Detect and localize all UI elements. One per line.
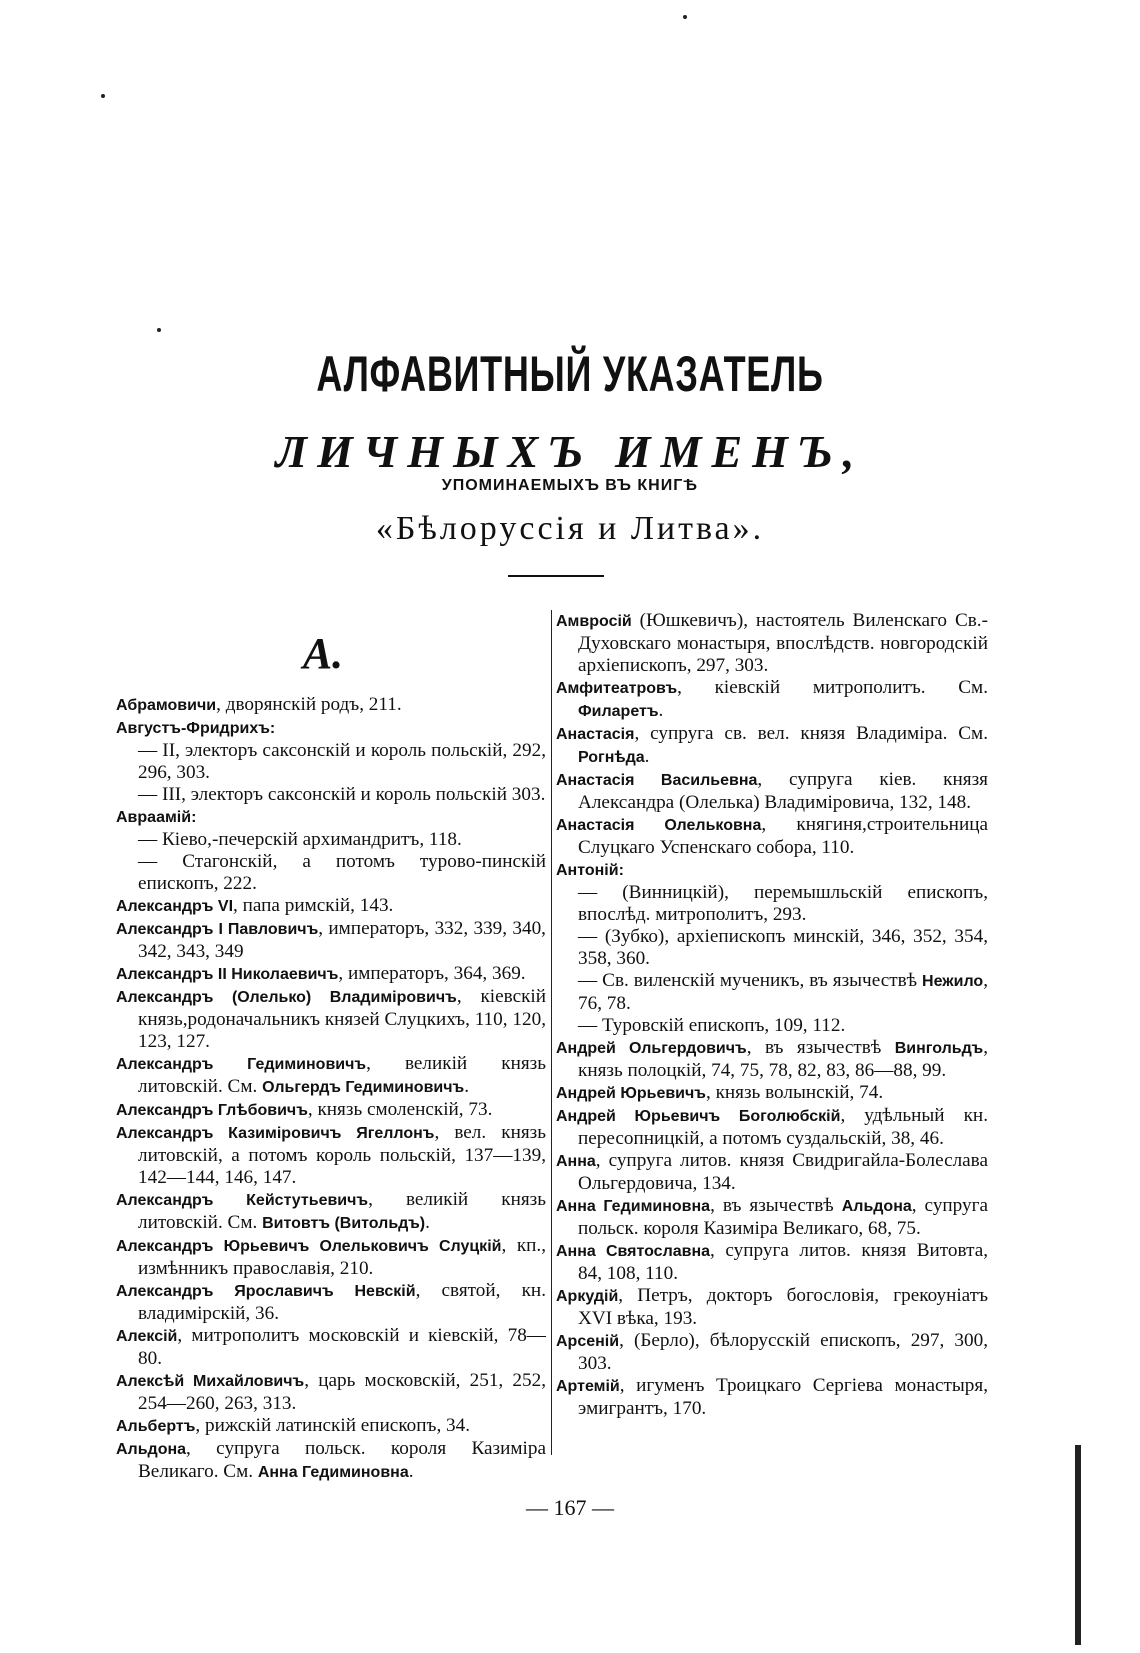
entry-text: , княгиня,строительница Слуцкаго Успенскаго собора, 110.	[578, 814, 988, 858]
entry-subtext: — Туровскій епископъ, 109, 112.	[578, 1015, 846, 1036]
entry-headword: Анастасія Олельковна	[556, 817, 762, 834]
entry-headword: Александръ Гедиминовичъ	[116, 1056, 367, 1073]
index-entry	[556, 1150, 988, 1195]
entry-headword: Альдона	[116, 1441, 187, 1458]
column-divider	[551, 610, 552, 1455]
index-entry	[556, 1082, 988, 1105]
index-entry	[116, 918, 546, 963]
entry-headword: Александръ II Николаевичъ	[116, 966, 339, 983]
index-entry	[116, 1122, 546, 1189]
entry-text: (Юшкевичъ), настоятель Виленскаго Св.-Духовскаго монастыря, впослѣдств. новгородскій архіепископъ, 297, 303.	[578, 610, 988, 676]
entry-crossref: Анна Гедиминовна	[257, 1464, 409, 1481]
entry-subtext: — III, электоръ саксонскій и король польскій 303.	[138, 784, 546, 805]
entry-crossref: Нежило	[922, 973, 984, 990]
entry-headword: Авраамій:	[116, 809, 197, 826]
index-entry	[116, 1053, 546, 1099]
entry-text: , кіевскій князь,родоначальникъ князей Слуцкихъ, 110, 120, 123, 127.	[138, 986, 547, 1052]
entry-crossref: Филаретъ	[578, 703, 659, 720]
section-letter: А.	[302, 629, 344, 678]
page-subtitle: ЛИЧНЫХЪ ИМЕНЪ,	[275, 426, 865, 477]
page-title: АЛФАВИТНЫЙ УКАЗАТЕЛЬ	[316, 346, 824, 402]
index-entry	[116, 1099, 546, 1122]
index-entry	[556, 677, 988, 723]
entry-tail: , 76, 78.	[578, 970, 988, 1014]
entry-text: , великій князь литовскій. См.	[138, 1053, 546, 1097]
index-entry	[116, 1438, 546, 1484]
entry-text: , въ язычествѣ	[746, 1037, 895, 1058]
index-entry	[556, 1195, 988, 1240]
index-entry	[116, 1235, 546, 1280]
entry-text: , супруга литов. князя Свидригайла-Болеслава Ольгердовича, 134.	[578, 1150, 988, 1194]
entry-text: , папа римскій, 143.	[233, 895, 394, 916]
page-subtitle-small: УПОМИНАЕМЫХЪ ВЪ КНИГѢ	[441, 477, 699, 494]
entry-headword: Алексій	[116, 1328, 178, 1345]
scan-speck	[157, 328, 161, 332]
entry-headword: Александръ Казиміровичъ Ягеллонъ	[116, 1125, 435, 1142]
entry-subtext: — (Зубко), архіепископъ минскій, 346, 352, 354, 358, 360.	[578, 926, 988, 969]
entry-text: , (Берло), бѣлорусскій епископъ, 297, 300, 303.	[578, 1330, 988, 1374]
entry-headword: Александръ Юрьевичъ Олельковичъ Слуцкій	[116, 1238, 502, 1255]
index-entry	[556, 882, 988, 926]
entry-headword: Анастасія Васильевна	[556, 772, 758, 789]
index-entry	[116, 1325, 546, 1370]
entry-text: , великій князь литовскій. См.	[138, 1189, 546, 1233]
entry-text: , игуменъ Троицкаго Сергіева монастыря, эмигрантъ, 170.	[578, 1375, 988, 1419]
entry-headword: Анна	[556, 1153, 596, 1170]
index-entry	[116, 784, 546, 806]
index-entry	[556, 1285, 988, 1330]
index-entry	[556, 1037, 988, 1082]
book-title: «Бѣлоруссія и Литва».	[375, 510, 765, 547]
index-column-left	[116, 694, 546, 1484]
index-entry	[116, 1280, 546, 1325]
index-entry	[556, 1330, 988, 1375]
entry-headword: Августъ-Фридрихъ:	[116, 720, 276, 737]
index-entry	[556, 1015, 988, 1037]
entry-headword: Андрей Юрьевичъ	[556, 1085, 706, 1102]
entry-tail: , князь полоцкій, 74, 75, 78, 82, 83, 86—88, 99.	[578, 1037, 988, 1081]
entry-tail: .	[644, 746, 650, 767]
entry-headword: Амфитеатровъ	[556, 680, 678, 697]
index-entry	[556, 970, 988, 1015]
index-entry	[116, 895, 546, 918]
entry-tail: .	[425, 1212, 430, 1233]
scan-speck	[101, 94, 105, 98]
entry-text: , императоръ, 364, 369.	[338, 963, 526, 984]
entry-headword: Аркудій	[556, 1288, 619, 1305]
entry-crossref: Вингольдъ	[894, 1040, 984, 1057]
entry-text: , супруга кіев. князя Александра (Олелька) Владиміровича, 132, 148.	[578, 769, 989, 813]
entry-headword: Артемій	[556, 1378, 620, 1395]
index-entry	[116, 851, 546, 895]
index-entry	[116, 986, 546, 1053]
entry-headword: Абрамовичи	[116, 697, 217, 714]
entry-text: , удѣльный кн. пересопницкій, а потомъ суздальскій, 38, 46.	[578, 1105, 988, 1149]
entry-text: , кп., измѣнникъ православія, 210.	[138, 1235, 547, 1279]
entry-text: , царь московскій, 251, 252, 254—260, 263, 313.	[138, 1370, 547, 1414]
entry-text: , святой, кн. владимірскій, 36.	[138, 1280, 546, 1324]
entry-crossref: Витовтъ (Витольдъ)	[262, 1215, 426, 1232]
index-entry	[556, 1375, 988, 1420]
index-entry	[116, 829, 546, 851]
entry-subtext: — Кіево,-печерскій архимандритъ, 118.	[138, 829, 462, 850]
index-entry	[116, 694, 546, 717]
index-entry	[116, 717, 546, 740]
entry-text: , кіевскій митрополитъ. См.	[677, 677, 988, 698]
scan-speck	[1075, 1445, 1081, 1645]
scan-speck	[683, 15, 687, 19]
entry-subtext: — II, электоръ саксонскій и король польскій, 292, 296, 303.	[138, 740, 546, 783]
entry-subtext: — Св. виленскій мученикъ, въ язычествѣ	[578, 970, 923, 991]
index-entry	[556, 814, 988, 859]
entry-text: , въ язычествѣ	[710, 1195, 842, 1216]
entry-headword: Александръ I Павловичъ	[116, 921, 319, 938]
entry-headword: Арсеній	[556, 1333, 620, 1350]
index-entry	[556, 926, 988, 970]
index-entry	[116, 1415, 546, 1438]
entry-text: , рижскій латинскій епископъ, 34.	[195, 1415, 471, 1436]
index-entry	[116, 1370, 546, 1415]
entry-text: , супруга св. вел. князя Владиміра. См.	[634, 723, 988, 744]
entry-crossref: Альдона	[841, 1198, 912, 1215]
entry-headword: Анна Святославна	[556, 1243, 711, 1260]
entry-text: , вел. князь литовскій, а потомъ король польскій, 137—139, 142—144, 146, 147.	[138, 1122, 546, 1188]
entry-text: , супруга польск. короля Казиміра Великаго. См.	[138, 1438, 546, 1482]
entry-subtext: — Стагонскій, а потомъ турово-пинскій епископъ, 222.	[138, 851, 546, 894]
index-entry	[556, 723, 988, 769]
entry-headword: Альбертъ	[116, 1418, 196, 1435]
index-entry	[556, 610, 988, 677]
entry-headword: Андрей Юрьевичъ Боголюбскій	[556, 1108, 841, 1125]
entry-tail: .	[464, 1076, 469, 1097]
index-entry	[116, 1189, 546, 1235]
entry-tail: .	[408, 1461, 414, 1482]
entry-text: , князь волынскій, 74.	[705, 1082, 884, 1103]
entry-text: , князь смоленскій, 73.	[307, 1099, 493, 1120]
entry-headword: Александръ (Олелько) Владиміровичъ	[116, 989, 457, 1006]
entry-headword: Алексѣй Михайловичъ	[116, 1373, 305, 1390]
index-column-right	[556, 610, 988, 1420]
index-entry	[116, 740, 546, 784]
entry-headword: Александръ Ярославичъ Невскій	[116, 1283, 416, 1300]
entry-text: , дворянскій родъ, 211.	[216, 694, 402, 715]
entry-subtext: — (Винницкій), перемышльскій епископъ, впослѣд. митрополитъ, 293.	[578, 882, 988, 925]
index-entry	[556, 769, 988, 814]
index-entry	[116, 963, 546, 986]
entry-tail: , супруга польск. короля Казиміра Великаго, 68, 75.	[578, 1195, 989, 1239]
index-entry	[556, 1240, 988, 1285]
entry-text: , Петръ, докторъ богословія, грекоуніатъ XVI вѣка, 193.	[578, 1285, 988, 1329]
index-entry	[116, 806, 546, 829]
entry-headword: Антоній:	[556, 862, 624, 879]
entry-crossref: Ольгердъ Гедиминовичъ	[262, 1079, 465, 1096]
entry-headword: Александръ VI	[116, 898, 234, 915]
title-rule	[508, 575, 604, 577]
entry-headword: Анастасія	[556, 726, 635, 743]
entry-headword: Александръ Глѣбовичъ	[116, 1102, 308, 1119]
page-number: — 167 —	[526, 1495, 614, 1520]
entry-tail: .	[658, 700, 664, 721]
entry-text: , митрополитъ московскій и кіевскій, 78—80.	[138, 1325, 546, 1369]
index-entry	[556, 859, 988, 882]
entry-text: , супруга литов. князя Витовта, 84, 108, 110.	[578, 1240, 989, 1284]
index-entry	[556, 1105, 988, 1150]
entry-text: , императоръ, 332, 339, 340, 342, 343, 349	[138, 918, 546, 962]
entry-headword: Андрей Ольгердовичъ	[556, 1040, 747, 1057]
entry-headword: Александръ Кейстутьевичъ	[116, 1192, 369, 1209]
entry-crossref: Рогнѣда	[578, 749, 645, 766]
entry-headword: Анна Гедиминовна	[556, 1198, 711, 1215]
entry-headword: Амвросій	[556, 613, 632, 630]
